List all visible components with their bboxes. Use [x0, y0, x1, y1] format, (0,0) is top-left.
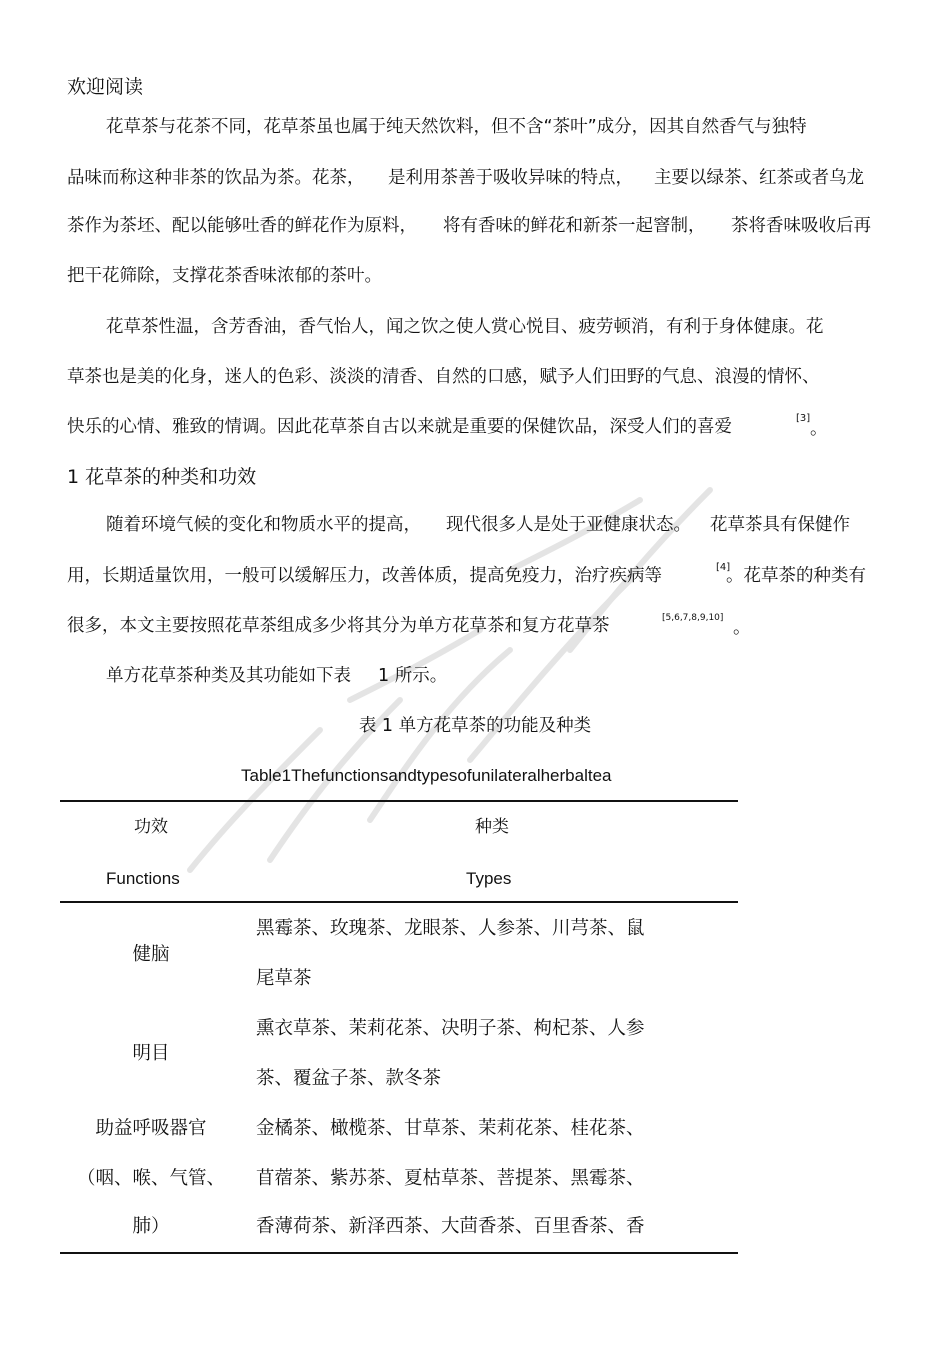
p1-line-4: 把干花筛除，支撑花茶香味浓郁的茶叶。	[67, 266, 382, 286]
p3-line-1a: 随着环境气候的变化和物质水平的提高，	[106, 515, 421, 535]
p3-line-2a: 用，长期适量饮用，一般可以缓解压力，改善体质，提高免疫力，治疗疾病等	[67, 566, 662, 586]
p1-line-3a: 茶作为茶坯、配以能够吐香的鲜花作为原料，	[67, 216, 417, 236]
table-row-2-types-2: 茶、覆盆子茶、款冬茶	[256, 1068, 442, 1089]
p3-line-2b: 。花草茶的种类有	[726, 566, 866, 586]
th-functions-cn: 功效	[134, 817, 168, 837]
table-row-2-types-1: 熏衣草茶、茉莉花茶、决明子茶、枸杞茶、人参	[256, 1018, 645, 1039]
p4-line-b: 1 所示。	[378, 666, 448, 686]
p3-period: 。	[733, 618, 751, 638]
table-header-rule	[60, 901, 738, 903]
table-row-3-types-3: 香薄荷茶、新泽西茶、大茴香茶、百里香茶、香	[256, 1216, 645, 1237]
p3-line-1c: 花草茶具有保健作	[710, 515, 850, 535]
citation-4: [4]	[716, 562, 731, 573]
p1-line-3b: 将有香味的鲜花和新茶一起窨制，	[443, 216, 706, 236]
table-caption-cn: 表 1 单方花草茶的功能及种类	[358, 716, 592, 736]
p1-line-2b: 是利用茶善于吸收异味的特点，	[388, 168, 633, 188]
th-types-en: Types	[466, 869, 512, 888]
th-types-cn: 种类	[475, 817, 509, 837]
p2-line-1: 花草茶性温，含芳香油，香气怡人，闻之饮之使人赏心悦目、疲劳顿消，有利于身体健康。花	[106, 317, 824, 337]
table-caption-en: Table1Thefunctionsandtypesofunilateralherbaltea	[241, 766, 612, 785]
table-row-1-types-2: 尾草茶	[256, 968, 312, 989]
citation-3: [3]	[796, 413, 811, 424]
table-row-3-function-3: 肺）	[132, 1216, 170, 1237]
p2-line-2: 草茶也是美的化身，迷人的色彩、淡淡的清香、自然的口感，赋予人们田野的气息、浪漫的情怀、	[67, 367, 820, 387]
p3-line-1b: 现代很多人是处于亚健康状态。	[446, 515, 691, 535]
th-functions-en: Functions	[106, 869, 180, 888]
p1-line-2c: 主要以绿茶、红茶或者乌龙	[654, 168, 864, 188]
table-row-3-function-1: 助益呼吸器官	[95, 1118, 207, 1139]
p4-line-a: 单方花草茶种类及其功能如下表	[106, 666, 351, 686]
table-row-1-function: 健脑	[132, 944, 170, 965]
table-row-3-function-2: （咽、喉、气管、	[76, 1168, 225, 1189]
p1-line-2a: 品味而称这种非茶的饮品为茶。花茶，	[67, 168, 365, 188]
table-top-rule	[60, 800, 738, 802]
p1-line-1: 花草茶与花茶不同，花草茶虽也属于纯天然饮料，但不含“茶叶”成分，因其自然香气与独特	[106, 117, 807, 137]
page-header: 欢迎阅读	[67, 76, 144, 98]
p3-line-3: 很多，本文主要按照花草茶组成多少将其分为单方花草茶和复方花草茶	[67, 616, 610, 636]
table-row-1-types-1: 黑霉茶、玫瑰茶、龙眼茶、人参茶、川芎茶、鼠	[256, 918, 645, 939]
section-title: 1 花草茶的种类和功效	[67, 466, 257, 488]
p2-period: 。	[810, 419, 828, 439]
p2-line-3: 快乐的心情、雅致的情调。因此花草茶自古以来就是重要的保健饮品，深受人们的喜爱	[67, 417, 732, 437]
table-bottom-rule	[60, 1252, 738, 1254]
table-row-3-types-2: 苜蓿茶、紫苏茶、夏枯草茶、菩提茶、黑霉茶、	[256, 1168, 645, 1189]
table-row-3-types-1: 金橘茶、橄榄茶、甘草茶、茉莉花茶、桂花茶、	[256, 1118, 645, 1139]
p1-line-3c: 茶将香味吸收后再	[731, 216, 871, 236]
table-row-2-function: 明目	[132, 1043, 170, 1064]
citation-5-10: [5,6,7,8,9,10]	[662, 613, 724, 623]
